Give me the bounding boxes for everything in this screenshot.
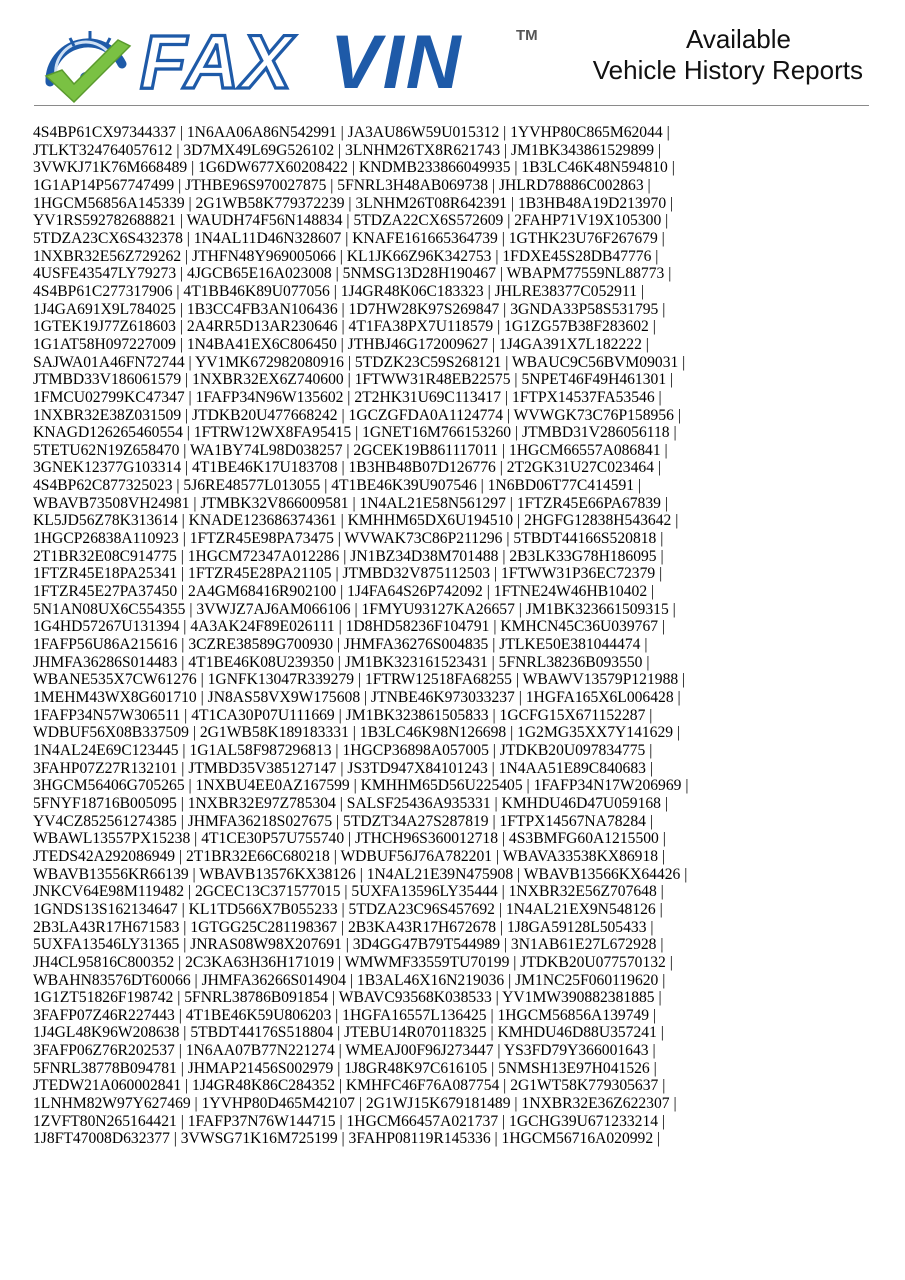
vin-line: 3HGCM56406G705265 | 1NXBU4EE0AZ167599 | KMHHM65D56U225405 | 1FAFP34N17W206969 |	[33, 777, 689, 795]
vin-line: YV4CZ852561274385 | JHMFA36218S027675 | 5TDZT34A27S287819 | 1FTPX14567NA78284 |	[33, 812, 653, 830]
vin-line: JH4CL95816C800352 | 2C3KA63H36H171019 | WMWMF33559TU70199 | JTDKB20U077570132 |	[33, 953, 673, 971]
vin-line: 1N4AL24E69C123445 | 1G1AL58F987296813 | 1HGCP36898A057005 | JTDKB20U097834775 |	[33, 741, 653, 759]
vin-list	[33, 124, 873, 1148]
vin-line: 5FNYF18716B005095 | 1NXBR32E97Z785304 | SALSF25436A935331 | KMHDU46D47U059168 |	[33, 794, 668, 812]
vin-line: JTEDS42A292086949 | 2T1BR32E66C680218 | WDBUF56J76A782201 | WBAVA33538KX86918 |	[33, 847, 666, 865]
vin-line: 3FAFP07Z46R227443 | 4T1BE46K59U806203 | 1HGFA16557L136425 | 1HGCM56856A139749 |	[33, 1006, 657, 1024]
vin-line: 1J8FT47008D632377 | 3VWSG71K16M725199 | 3FAHP08119R145336 | 1HGCM56716A020992 |	[33, 1130, 661, 1148]
title-line-available: Available	[685, 24, 791, 54]
vin-line: SAJWA01A46FN72744 | YV1MK672982080916 | 5TDZK23C59S268121 | WBAUC9C56BVM09031 |	[33, 353, 686, 371]
vin-line: 1G1AP14P567747499 | JTHBE96S970027875 | 5FNRL3H48AB069738 | JHLRD78886C002863 |	[33, 176, 651, 194]
vin-line: 2T1BR32E08C914775 | 1HGCM72347A012286 | JN1BZ34D38M701488 | 2B3LK33G78H186095 |	[33, 547, 664, 565]
vin-line: 1G1ZT51826F198742 | 5FNRL38786B091854 | WBAVC93568K038533 | YV1MW390882381885 |	[33, 989, 662, 1007]
vin-line: 4S4BP61C277317906 | 4T1BB46K89U077056 | 1J4GR48K06C183323 | JHLRE38377C052911 |	[33, 282, 645, 300]
vin-line: 4USFE43547LY79273 | 4JGCB65E16A023008 | 5NMSG13D28H190467 | WBAPM77559NL88773 |	[33, 265, 672, 283]
vin-line: 1MEHM43WX8G601710 | JN8AS58VX9W175608 | JTNBE46K973033237 | 1HGFA165X6L006428 |	[33, 689, 681, 706]
title-line-reports: Vehicle History Reports	[592, 55, 863, 85]
vin-line: 1J4GL48K96W208638 | 5TBDT44176S518804 | JTEBU14R070118325 | KMHDU46D88U357241 |	[33, 1024, 664, 1042]
vin-line: 5N1AN08UX6C554355 | 3VWJZ7AJ6AM066106 | 1FMYU93127KA26657 | JM1BK323661509315 |	[33, 600, 676, 618]
vin-line: 1FTZR45E27PA37450 | 2A4GM68416R902100 | 1J4FA64S26P742092 | 1FTNE24W46HB10402 |	[33, 583, 655, 601]
vin-line: 1NXBR32E56Z729262 | JTHFN48Y969005066 | KL1JK66Z96K342753 | 1FDXE45S28DB47776 |	[33, 247, 659, 265]
vin-line: YV1RS592782688821 | WAUDH74F56N148834 | 5TDZA22CX6S572609 | 2FAHP71V19X105300 |	[33, 212, 669, 230]
vin-line: 3FAFP06Z76R202537 | 1N6AA07B77N221274 | WMEAJ00F96J273447 | YS3FD79Y366001643 |	[33, 1042, 656, 1060]
vin-line: KNAGD126265460554 | 1FTRW12WX8FA95415 | 1GNET16M766153260 | JTMBD31V286056118 |	[33, 424, 677, 442]
vin-line: 2B3LA43R17H671583 | 1GTGG25C281198367 | 2B3KA43R17H672678 | 1J8GA59128L505433 |	[33, 918, 654, 936]
vin-line: 1GNDS13S162134647 | KL1TD566X7B055233 | 5TDZA23C96S457692 | 1N4AL21EX9N548126 |	[33, 900, 663, 918]
vin-line: 3FAHP07Z27R132101 | JTMBD35V385127147 | JS3TD947X84101243 | 1N4AA51E89C840683 |	[33, 759, 653, 777]
vin-line: JHMFA36286S014483 | 4T1BE46K08U239350 | JM1BK323161523431 | 5FNRL38236B093550 |	[33, 653, 650, 671]
page-header	[0, 0, 905, 110]
vin-line: 1FTZR45E18PA25341 | 1FTZR45E28PA21105 | JTMBD32V875112503 | 1FTWW31P36EC72379 |	[33, 565, 663, 583]
vin-line: 1G4HD57267U131394 | 4A3AK24F89E026111 | 1D8HD58236F104791 | KMHCN45C36U039767 |	[33, 618, 666, 636]
report-title	[543, 24, 863, 86]
vin-line: 5TDZA23CX6S432378 | 1N4AL11D46N328607 | KNAFE161665364739 | 1GTHK23U76F267679 |	[33, 229, 665, 247]
vin-line: 1NXBR32E38Z031509 | JTDKB20U477668242 | 1GCZGFDA0A1124774 | WVWGK73C76P158956 |	[33, 406, 681, 424]
vin-line: WBANE535X7CW61276 | 1GNFK13047R339279 | 1FTRW12518FA68255 | WBAWV13579P121988 |	[33, 671, 686, 689]
logo-wordmark-fax: FAX	[140, 20, 294, 104]
vin-line: 1FAFP56U86A215616 | 3CZRE38589G700930 | JHMFA36276S004835 | JTLKE50E381044474 |	[33, 636, 648, 654]
vin-line: 3VWKJ71K76M668489 | 1G6DW677X60208422 | KNDMB233866049935 | 1B3LC46K48N594810 |	[33, 159, 675, 177]
vin-line: JTLKT324764057612 | 3D7MX49L69G526102 | 3LNHM26TX8R621743 | JM1BK343861529899 |	[33, 141, 662, 159]
vin-line: WBAHN83576DT60066 | JHMFA36266S014904 | 1B3AL46X16N219036 | JM1NC25F060119620 |	[33, 971, 666, 989]
vin-line: 5FNRL38778B094781 | JHMAP21456S002979 | 1J8GR48K97C616105 | 5NMSH13E97H041526 |	[33, 1059, 657, 1077]
vin-line: WBAVB13556KR66139 | WBAVB13576KX38126 | 1N4AL21E39N475908 | WBAVB13566KX64426 |	[33, 865, 688, 883]
vin-line: 1LNHM82W97Y627469 | 1YVHP80D465M42107 | 2G1WJ15K679181489 | 1NXBR32E36Z622307 |	[33, 1095, 677, 1113]
vin-line: 4S4BP62C877325023 | 5J6RE48577L013055 | 4T1BE46K39U907546 | 1N6BD06T77C414591 |	[33, 477, 642, 495]
vin-line: 1FMCU02799KC47347 | 1FAFP34N96W135602 | 2T2HK31U69C113417 | 1FTPX14537FA53546 |	[33, 388, 662, 406]
trademark-symbol: TM	[516, 27, 538, 44]
vin-line: WBAWL13557PX15238 | 4T1CE30P57U755740 | JTHCH96S360012718 | 4S3BMFG60A1215500 |	[33, 830, 666, 848]
vin-line: 1ZVFT80N265164421 | 1FAFP37N76W144715 | 1HGCM66457A021737 | 1GCHG39U671233214 |	[33, 1112, 666, 1130]
vin-line: 4S4BP61CX97344337 | 1N6AA06A86N542991 | JA3AU86W59U015312 | 1YVHP80C865M62044 |	[33, 124, 670, 141]
vin-line: KL5JD56Z78K313614 | KNADE123686374361 | KMHHM65DX6U194510 | 2HGFG12838H543642 |	[33, 512, 679, 530]
vin-line: 1HGCM56856A145339 | 2G1WB58K779372239 | 3LNHM26T08R642391 | 1B3HB48A19D213970 |	[33, 194, 674, 212]
vin-line: 5UXFA13546LY31365 | JNRAS08W98X207691 | 3D4GG47B79T544989 | 3N1AB61E27L672928 |	[33, 936, 664, 954]
vin-line: 1HGCP26838A110923 | 1FTZR45E98PA73475 | WVWAK73C86P211296 | 5TBDT44166S520818 |	[33, 530, 664, 548]
vin-line: JNKCV64E98M119482 | 2GCEC13C371577015 | 5UXFA13596LY35444 | 1NXBR32E56Z707648 |	[33, 883, 664, 901]
vin-line: 1G1AT58H097227009 | 1N4BA41EX6C806450 | JTHBJ46G172009627 | 1J4GA391X7L182222 |	[33, 335, 649, 353]
vin-line: JTMBD33V186061579 | 1NXBR32EX6Z740600 | 1FTWW31R48EB22575 | 5NPET46F49H461301 |	[33, 371, 674, 389]
vin-line: WDBUF56X08B337509 | 2G1WB58K189183331 | 1B3LC46K98N126698 | 1G2MG35XX7Y141629 |	[33, 724, 681, 742]
vin-line: WBAVB73508VH24981 | JTMBK32V866009581 | 1N4AL21E58N561297 | 1FTZR45E66PA67839 |	[33, 494, 668, 512]
vin-line: 1GTEK19J77Z618603 | 2A4RR5D13AR230646 | 4T1FA38PX7U118579 | 1G1ZG57B38F283602 |	[33, 318, 656, 336]
vin-line: JTEDW21A060002841 | 1J4GR48K86C284352 | KMHFC46F76A087754 | 2G1WT58K779305637 |	[33, 1077, 666, 1095]
vin-line: 1FAFP34N57W306511 | 4T1CA30P07U111669 | JM1BK323861505833 | 1GCFG15X671152287 |	[33, 706, 653, 724]
vin-line: 1J4GA691X9L784025 | 1B3CC4FB3AN106436 | 1D7HW28K97S269847 | 3GNDA33P58S531795 |	[33, 300, 666, 318]
checkmark-icon	[46, 40, 130, 102]
faxvin-logo	[40, 18, 560, 104]
vin-line: 3GNEK12377G103314 | 4T1BE46K17U183708 | 1B3HB48B07D126776 | 2T2GK31U27C023464 |	[33, 459, 662, 477]
logo-wordmark-vin: VIN	[330, 20, 463, 104]
vin-line: 5TETU62N19Z658470 | WA1BY74L98D038257 | 2GCEK19B861117011 | 1HGCM66557A086841 |	[33, 441, 668, 459]
header-divider	[34, 105, 869, 106]
